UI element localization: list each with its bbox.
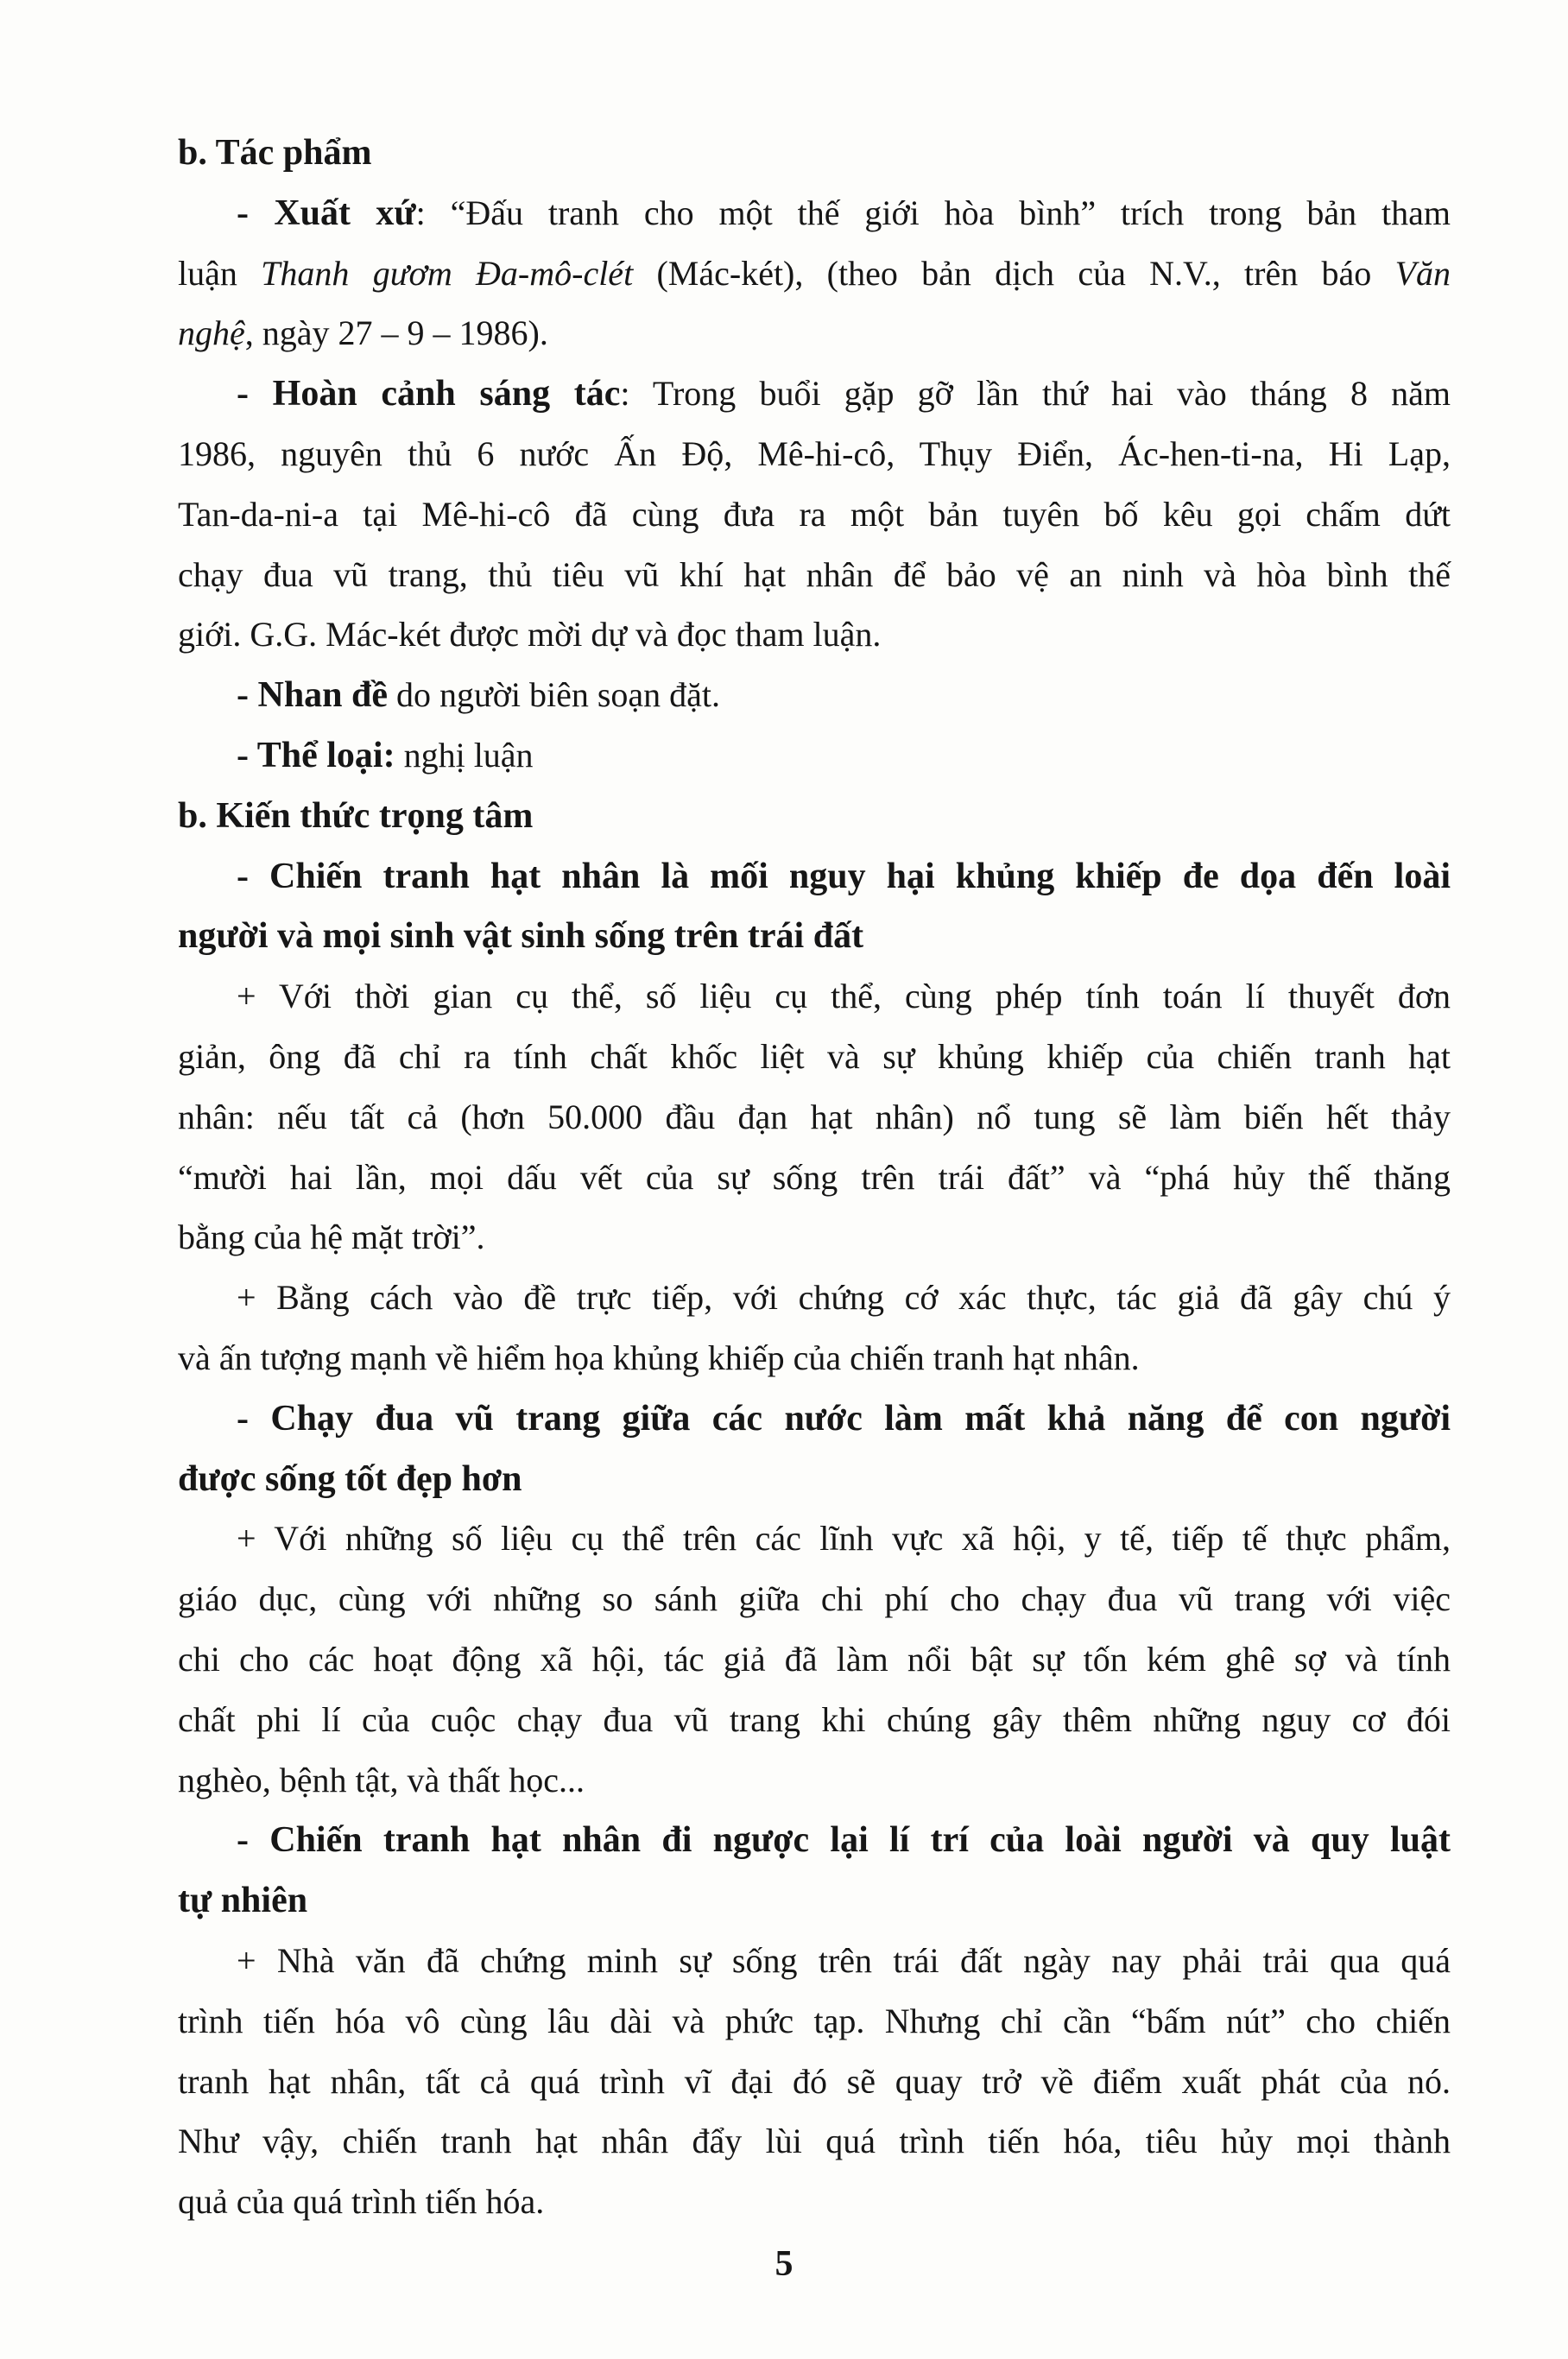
text-line xyxy=(178,2052,1451,2112)
text-line xyxy=(178,1690,1451,1750)
body-text: trình tiến hóa vô cùng lâu dài và phức tạp. Nhưng chỉ cần “bấm nút” cho chiến xyxy=(178,2001,1451,2040)
text-line xyxy=(178,545,1451,605)
text-line xyxy=(178,1449,1451,1509)
text-line xyxy=(178,1931,1451,1991)
body-text: nghị luận xyxy=(395,735,534,775)
italic-text: Thanh gươm Đa-mô-clét xyxy=(261,253,634,293)
body-text: + Nhà văn đã chứng minh sự sống trên trái đất ngày nay phải trải qua quá xyxy=(237,1940,1451,1980)
text-line xyxy=(178,1388,1451,1449)
body-text: “mười hai lần, mọi dấu vết của sự sống trên trái đất” và “phá hủy thế thăng xyxy=(178,1157,1451,1197)
body-text: giới. G.G. Mác-két được mời dự và đọc tham luận. xyxy=(178,615,882,655)
body-text: , ngày 27 – 9 – 1986). xyxy=(244,313,548,353)
text-line xyxy=(178,1810,1451,1870)
body-text: bằng của hệ mặt trời”. xyxy=(178,1217,485,1257)
text-line xyxy=(178,1991,1451,2052)
bold-text: - Chạy đua vũ trang giữa các nước làm mất khả năng để con người xyxy=(237,1398,1451,1439)
text-line xyxy=(178,2172,1451,2232)
body-text: nhân: nếu tất cả (hơn 50.000 đầu đạn hạt nhân) nổ tung sẽ làm biến hết thảy xyxy=(178,1097,1451,1136)
bold-text: - Chiến tranh hạt nhân là mối nguy hại khủng khiếp đe dọa đến loài xyxy=(237,856,1451,896)
body-text: : Trong buổi gặp gỡ lần thứ hai vào tháng 8 năm xyxy=(620,374,1451,414)
text-line xyxy=(178,1750,1451,1811)
bold-text: người và mọi sinh vật sinh sống trên trái đất xyxy=(178,916,864,957)
text-line xyxy=(178,786,1451,846)
bold-text: được sống tốt đẹp hơn xyxy=(178,1458,522,1499)
bold-text: - Chiến tranh hạt nhân đi ngược lại lí trí của loài người và quy luật xyxy=(237,1820,1451,1861)
text-line xyxy=(178,484,1451,545)
body-text: giáo dục, cùng với những so sánh giữa chi phí cho chạy đua vũ trang với việc xyxy=(178,1579,1451,1619)
text-line xyxy=(178,303,1451,364)
text-line xyxy=(178,665,1451,725)
text-line xyxy=(178,1870,1451,1931)
body-text: chạy đua vũ trang, thủ tiêu vũ khí hạt nhân để bảo vệ an ninh và hòa bình thế xyxy=(178,554,1451,594)
text-line xyxy=(178,1087,1451,1148)
text-line xyxy=(178,1508,1451,1569)
page-body xyxy=(178,123,1451,2232)
text-line xyxy=(178,725,1451,786)
text-line xyxy=(178,604,1451,665)
body-text: (Mác-két), (theo bản dịch của N.V., trên báo xyxy=(633,253,1395,293)
body-text: 1986, nguyên thủ 6 nước Ấn Độ, Mê-hi-cô, Thụy Điển, Ác-hen-ti-na, Hi Lạp, xyxy=(178,433,1451,473)
text-line xyxy=(178,183,1451,243)
body-text: + Với những số liệu cụ thể trên các lĩnh vực xã hội, y tế, tiếp tế thực phẩm, xyxy=(237,1519,1451,1559)
body-text: chất phi lí của cuộc chạy đua vũ trang khi chúng gây thêm những nguy cơ đói xyxy=(178,1699,1451,1739)
body-text: nghèo, bệnh tật, và thất học... xyxy=(178,1760,585,1799)
text-line xyxy=(178,1328,1451,1388)
bold-text: - Nhan đề xyxy=(237,675,389,716)
text-line xyxy=(178,243,1451,304)
body-text: + Với thời gian cụ thể, số liệu cụ thể, cùng phép tính toán lí thuyết đơn xyxy=(237,977,1451,1016)
body-text: chi cho các hoạt động xã hội, tác giả đã làm nổi bật sự tốn kém ghê sợ và tính xyxy=(178,1639,1451,1679)
bold-text: b. Tác phẩm xyxy=(178,133,372,173)
body-text: và ấn tượng mạnh về hiểm họa khủng khiếp của chiến tranh hạt nhân. xyxy=(178,1338,1140,1377)
body-text: quả của quá trình tiến hóa. xyxy=(178,2182,545,2222)
text-line xyxy=(178,364,1451,424)
text-line xyxy=(178,1148,1451,1208)
text-line xyxy=(178,966,1451,1027)
bold-text: - Hoàn cảnh sáng tác xyxy=(237,374,621,414)
body-text: giản, ông đã chỉ ra tính chất khốc liệt và sự khủng khiếp của chiến tranh hạt xyxy=(178,1036,1451,1076)
text-line xyxy=(178,424,1451,484)
body-text: Như vậy, chiến tranh hạt nhân đẩy lùi quá trình tiến hóa, tiêu hủy mọi thành xyxy=(178,2122,1451,2161)
bold-text: tự nhiên xyxy=(178,1881,308,1921)
italic-text: nghệ xyxy=(178,313,245,353)
bold-text: - Xuất xứ xyxy=(237,193,416,233)
text-line xyxy=(178,906,1451,966)
text-line xyxy=(178,1569,1451,1629)
body-text: luận xyxy=(178,253,262,293)
text-line xyxy=(178,1027,1451,1087)
text-line xyxy=(178,1268,1451,1328)
bold-text: - Thể loại: xyxy=(237,735,395,775)
page-number: 5 xyxy=(775,2244,793,2284)
body-text: Tan-da-ni-a tại Mê-hi-cô đã cùng đưa ra một bản tuyên bố kêu gọi chấm dứt xyxy=(178,494,1451,534)
text-line xyxy=(178,846,1451,907)
body-text: + Bằng cách vào đề trực tiếp, với chứng cớ xác thực, tác giả đã gây chú ý xyxy=(237,1278,1451,1318)
italic-text: Văn xyxy=(1394,253,1451,293)
text-line xyxy=(178,2111,1451,2172)
body-text: : “Đấu tranh cho một thế giới hòa bình” trích trong bản tham xyxy=(415,193,1451,232)
body-text: do người biên soạn đặt. xyxy=(388,675,721,715)
body-text: tranh hạt nhân, tất cả quá trình vĩ đại đó sẽ quay trở về điểm xuất phát của nó. xyxy=(178,2061,1451,2101)
bold-text: b. Kiến thức trọng tâm xyxy=(178,795,534,836)
text-line xyxy=(178,1629,1451,1690)
text-line xyxy=(178,1207,1451,1268)
text-line xyxy=(178,123,1451,183)
